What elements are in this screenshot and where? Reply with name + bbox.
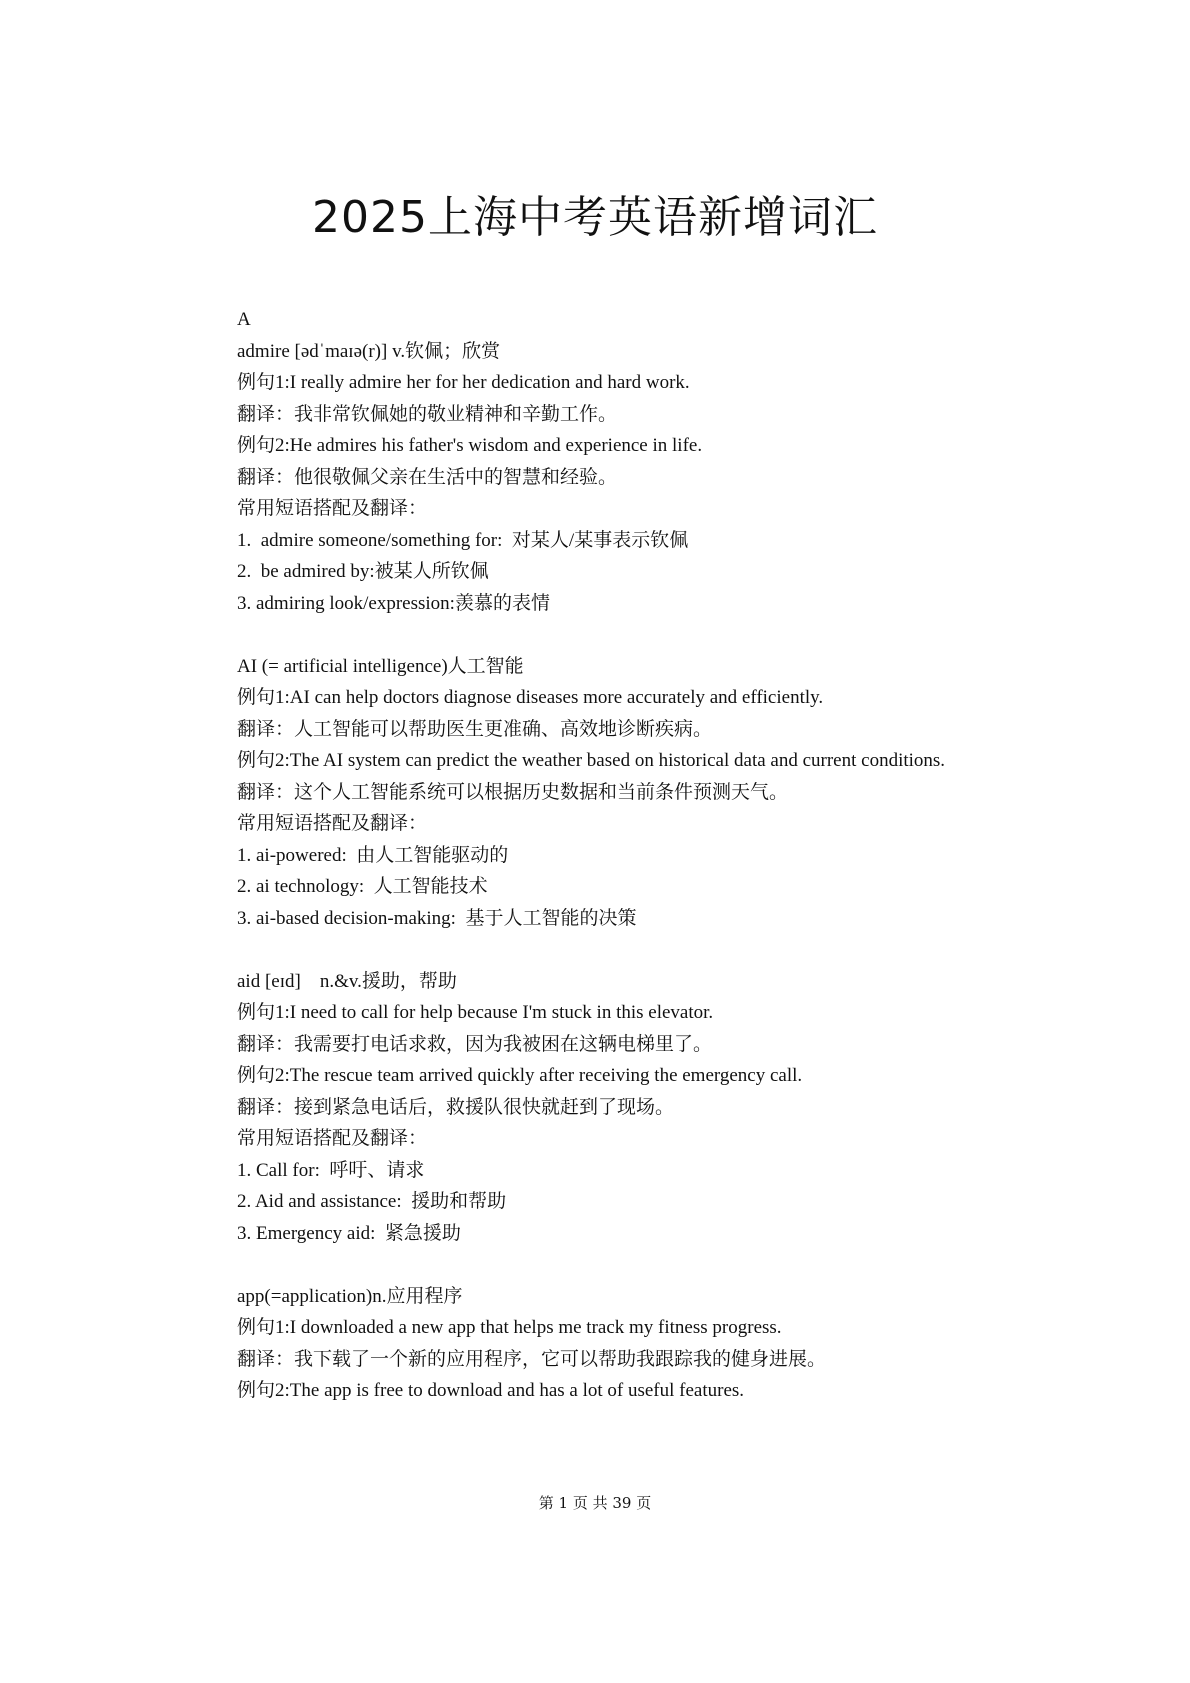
phrases-heading: 常用短语搭配及翻译： bbox=[237, 498, 428, 519]
headword: AI (= artificial intelligence)人工智能 bbox=[237, 655, 524, 677]
vocabulary-list bbox=[237, 304, 997, 1407]
phrase-item: 3. Emergency aid: 紧急援助 bbox=[237, 1222, 461, 1244]
phrase-item: 2. Aid and assistance: 援助和帮助 bbox=[237, 1191, 507, 1212]
phrase-item: 3. ai-based decision-making: 基于人工智能的决策 bbox=[237, 907, 637, 929]
vocab-entry-aid bbox=[237, 966, 997, 1250]
example-translation: 翻译：这个人工智能系统可以根据历史数据和当前条件预测天气。 bbox=[237, 781, 789, 803]
example-sentence: 例句2:He admires his father's wisdom and experience in life. bbox=[237, 435, 703, 456]
example-sentence: 例句1:I downloaded a new app that helps me track my fitness progress. bbox=[237, 1317, 782, 1338]
headword: app(=application)n.应用程序 bbox=[237, 1285, 463, 1307]
headword: admire [ədˈmaɪə(r)] v.钦佩；欣赏 bbox=[237, 340, 501, 362]
example-translation: 翻译：接到紧急电话后，救援队很快就赶到了现场。 bbox=[237, 1096, 675, 1118]
phrase-item: 1. Call for: 呼吁、请求 bbox=[237, 1159, 425, 1181]
example-sentence: 例句2:The app is free to download and has a lot of useful features. bbox=[237, 1380, 745, 1401]
vocab-entry-ai bbox=[237, 651, 997, 935]
example-sentence: 例句2:The AI system can predict the weather based on historical data and current conditions. bbox=[237, 750, 946, 771]
document-title: 2025上海中考英语新增词汇 bbox=[312, 192, 878, 243]
example-sentence: 例句1:I really admire her for her dedication and hard work. bbox=[237, 372, 690, 393]
page-number: 第 1 页 共 39 页 bbox=[538, 1494, 652, 1512]
phrase-item: 2. ai technology: 人工智能技术 bbox=[237, 876, 488, 897]
headword: aid [eɪd] n.&v.援助，帮助 bbox=[237, 970, 457, 992]
vocab-entry-app bbox=[237, 1281, 997, 1407]
vocab-entry-admire bbox=[237, 336, 997, 620]
phrase-item: 2. be admired by:被某人所钦佩 bbox=[237, 561, 489, 582]
phrases-heading: 常用短语搭配及翻译： bbox=[237, 813, 428, 834]
phrases-heading: 常用短语搭配及翻译： bbox=[237, 1128, 428, 1149]
phrase-item: 1. admire someone/something for: 对某人/某事表示钦佩 bbox=[237, 529, 689, 551]
example-translation: 翻译：我需要打电话求救，因为我被困在这辆电梯里了。 bbox=[237, 1033, 713, 1055]
section-letter: A bbox=[237, 309, 251, 330]
example-translation: 翻译：我下载了一个新的应用程序，它可以帮助我跟踪我的健身进展。 bbox=[237, 1348, 827, 1370]
phrase-item: 1. ai-powered: 由人工智能驱动的 bbox=[237, 844, 509, 866]
example-sentence: 例句1:I need to call for help because I'm stuck in this elevator. bbox=[237, 1002, 714, 1023]
example-translation: 翻译：我非常钦佩她的敬业精神和辛勤工作。 bbox=[237, 403, 618, 425]
example-translation: 翻译：他很敬佩父亲在生活中的智慧和经验。 bbox=[237, 466, 618, 488]
example-sentence: 例句1:AI can help doctors diagnose diseases more accurately and efficiently. bbox=[237, 687, 824, 708]
example-sentence: 例句2:The rescue team arrived quickly after receiving the emergency call. bbox=[237, 1065, 803, 1086]
phrase-item: 3. admiring look/expression:羡慕的表情 bbox=[237, 592, 550, 614]
example-translation: 翻译：人工智能可以帮助医生更准确、高效地诊断疾病。 bbox=[237, 718, 713, 740]
